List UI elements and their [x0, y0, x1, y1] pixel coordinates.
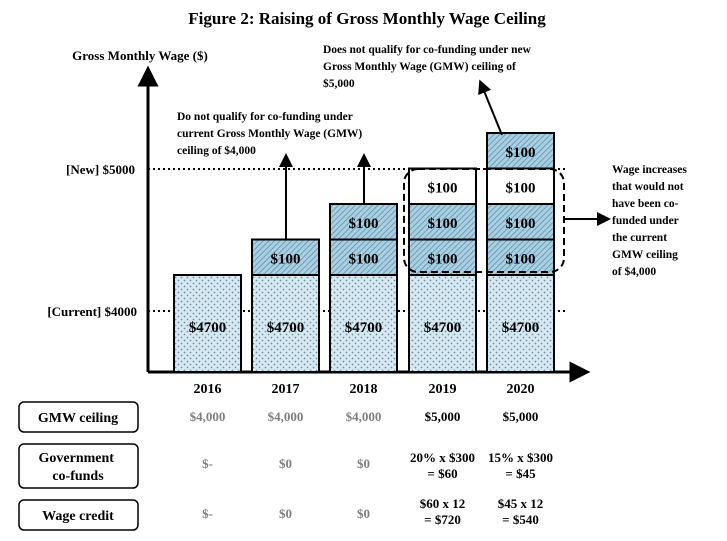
table-cell-r2-c2: $0	[357, 506, 370, 521]
table-cell-r0-c4: $5,000	[502, 409, 539, 424]
x-tick-2016: 2016	[193, 382, 222, 397]
bar-label-2020-1: $100	[505, 251, 536, 268]
row-label-govt-line-2: co-funds	[52, 469, 104, 484]
side-note-line-2: that would not	[612, 181, 684, 193]
bar-label-2020-3: $100	[505, 180, 536, 197]
side-annotation	[565, 164, 690, 278]
table-cell-r1-c3-l0: 20% x $300	[410, 450, 475, 465]
new-ceiling-note-line-1: Does not qualify for co-funding under new	[323, 44, 531, 56]
row-label-govt-line-1: Government	[38, 451, 114, 466]
table-cell-r1-c0: $-	[202, 456, 213, 471]
bar-label-2018-2: $100	[348, 215, 379, 232]
current-ceiling-note-line-3: ceiling of $4,000	[177, 145, 256, 157]
bar-label-2020-0: $4700	[501, 320, 540, 336]
table-cells	[190, 409, 553, 527]
table-cell-r1-c2: $0	[357, 456, 370, 471]
table-cell-r1-c4-l1: = $45	[505, 466, 536, 481]
bar-label-2018-0: $4700	[344, 320, 383, 336]
bar-label-2019-2: $100	[427, 215, 458, 232]
table-cell-r0-c1: $4,000	[267, 409, 304, 424]
svg-text:Wage increases that woul	[612, 164, 690, 278]
x-tick-2018: 2018	[349, 382, 378, 397]
summary-table	[19, 402, 553, 530]
bar-label-2020-4: $100	[505, 144, 536, 161]
y-axis-label: Gross Monthly Wage ($)	[72, 48, 208, 63]
table-cell-r2-c0: $-	[202, 506, 213, 521]
table-cell-r2-c4-l1: = $540	[502, 512, 539, 527]
current-ceiling-note-line-2: current Gross Monthly Wage (GMW)	[177, 128, 363, 140]
table-cell-r1-c4-l0: 15% x $300	[488, 450, 553, 465]
svg-text:Does not qualify for co-fundin	[323, 44, 534, 90]
table-cell-r2-c3-l0: $60 x 12	[419, 496, 466, 511]
current-ceiling-note-line-1: Do not qualify for co-funding under	[177, 111, 353, 123]
table-cell-r0-c3: $5,000	[424, 409, 461, 424]
new-ceiling-arrow	[482, 86, 502, 135]
x-tick-2017: 2017	[271, 382, 300, 397]
table-cell-r1-c3-l1: = $60	[427, 466, 458, 481]
bar-label-2019-0: $4700	[423, 320, 462, 336]
side-note-line-7: of $4,000	[612, 266, 657, 278]
bar-label-2019-3: $100	[427, 180, 458, 197]
x-tick-2020: 2020	[506, 382, 535, 397]
new-ceiling-note-line-3: $5,000	[323, 78, 355, 90]
bar-label-2020-2: $100	[505, 215, 536, 232]
table-cell-r2-c1: $0	[279, 506, 292, 521]
side-note-line-5: the current	[612, 232, 668, 244]
side-note-line-4: funded under	[612, 215, 679, 227]
new-ceiling-label: [New] $5000	[66, 162, 135, 177]
current-ceiling-label: [Current] $4000	[47, 304, 137, 319]
row-label-credit: Wage credit	[42, 509, 114, 524]
bar-label-2018-1: $100	[348, 251, 379, 268]
bar-label-2016-0: $4700	[188, 320, 227, 336]
table-cell-r1-c1: $0	[279, 456, 292, 471]
new-ceiling-note-line-2: Gross Monthly Wage (GMW) ceiling of	[323, 61, 516, 73]
side-note-line-3: have been co-	[612, 198, 679, 210]
table-cell-r0-c0: $4,000	[189, 409, 226, 424]
row-label-gmw: GMW ceiling	[37, 411, 119, 426]
bar-label-2017-1: $100	[270, 251, 301, 268]
x-tick-2019: 2019	[428, 382, 457, 397]
x-tick-labels	[194, 382, 535, 397]
figure-title: Figure 2: Raising of Gross Monthly Wage Ceiling	[188, 9, 546, 28]
bar-label-2019-1: $100	[427, 251, 458, 268]
side-note-line-6: GMW ceiling	[612, 249, 678, 261]
table-cell-r2-c3-l1: = $720	[424, 512, 461, 527]
table-cell-r2-c4-l0: $45 x 12	[497, 496, 544, 511]
table-cell-r0-c2: $4,000	[345, 409, 382, 424]
bar-label-2017-0: $4700	[266, 320, 305, 336]
side-note-line-1: Wage increases	[612, 164, 687, 176]
svg-text:Do not qualify for co-funding	[177, 111, 365, 157]
